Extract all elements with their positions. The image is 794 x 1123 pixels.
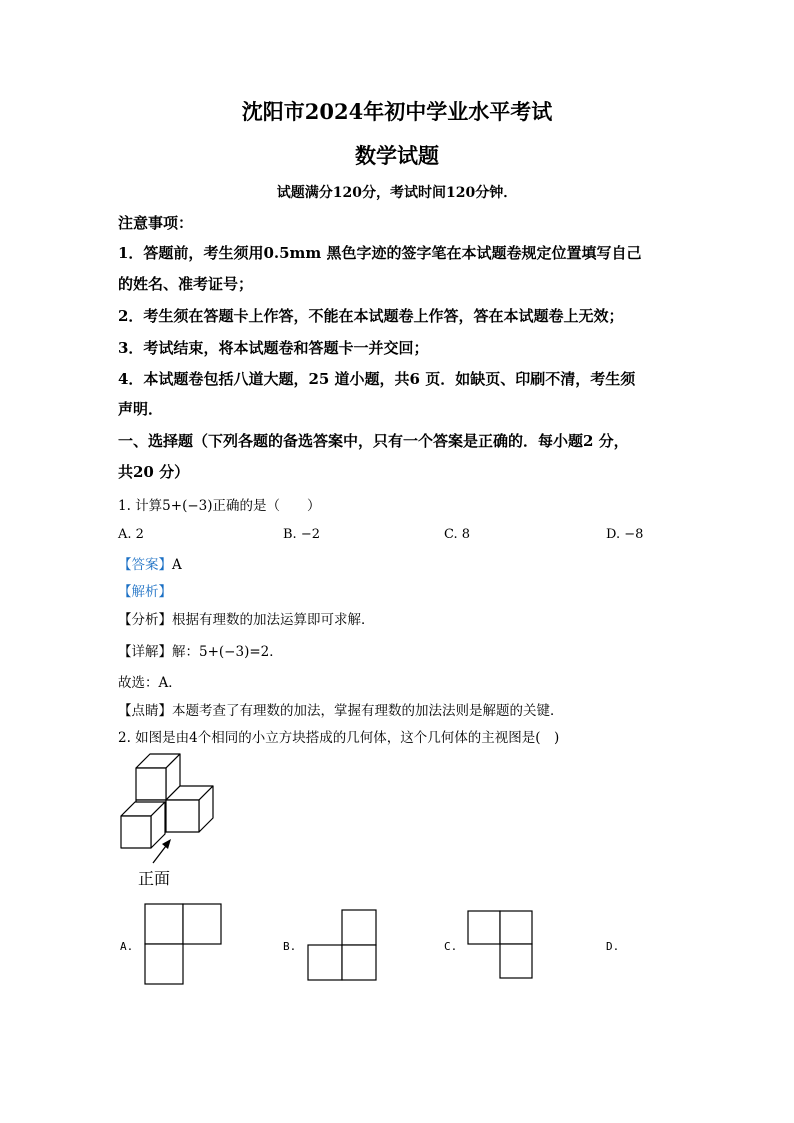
notes-item-2: 2．考生须在答题卡上作答，不能在本试题卷上作答，答在本试题卷上无效；	[118, 307, 624, 325]
section-1-heading-line-2: 共20 分）	[118, 463, 190, 481]
notes-item-1-line-2: 的姓名、准考证号；	[118, 275, 254, 293]
q1-conclusion: 故选：A．	[118, 675, 182, 691]
q1-option-a: A. 2	[118, 527, 144, 542]
notes-heading: 注意事项：	[118, 214, 194, 232]
q1-option-d: D. −8	[606, 527, 644, 542]
q1-stem: 1. 计算5+(−3)正确的是（ ）	[118, 498, 321, 514]
q2-stem: 2. 如图是由4个相同的小立方块搭成的几何体，这个几何体的主视图是( )	[118, 730, 560, 746]
q1-option-c: C. 8	[444, 527, 471, 542]
section-1-heading-line-1: 一、选择题（下列各题的备选答案中，只有一个答案是正确的．每小题2 分，	[118, 432, 629, 450]
q2-option-a-figure	[145, 904, 223, 986]
notes-item-4-line-1: 4．本试题卷包括八道大题，25 道小题，共6 页．如缺页、印刷不清，考生须	[118, 370, 636, 388]
q1-analysis: 【分析】根据有理数的加法运算即可求解．	[118, 612, 375, 628]
notes-item-1-line-1: 1．答题前，考生须用0.5mm 黑色字迹的签字笔在本试题卷规定位置填写自己	[118, 244, 642, 262]
q2-option-c-figure	[468, 911, 534, 981]
answer-tag: 【答案】	[118, 557, 172, 573]
q2-option-b-figure	[308, 910, 378, 982]
arrow-head-icon	[162, 839, 171, 849]
q1-option-b: B. −2	[283, 527, 320, 542]
front-label: 正面	[138, 869, 171, 888]
q1-detail: 【详解】解：5+(−3)=2．	[118, 644, 283, 660]
q1-analysis-tag: 【解析】	[118, 584, 172, 600]
notes-item-4-line-2: 声明．	[118, 400, 164, 418]
exam-title: 沈阳市2024年初中学业水平考试	[241, 99, 553, 124]
q2-option-a-label: A.	[120, 940, 134, 953]
exam-info: 试题满分120分，考试时间120分钟．	[276, 185, 518, 201]
subject-title: 数学试题	[355, 143, 439, 168]
notes-item-3: 3．考试结束，将本试题卷和答题卡一并交回；	[118, 339, 429, 357]
q2-option-c-label: C.	[444, 940, 458, 953]
q1-comment: 【点睛】本题考查了有理数的加法，掌握有理数的加法法则是解题的关键．	[118, 703, 564, 719]
q2-option-d-label: D.	[606, 940, 620, 953]
answer-value: A	[172, 557, 182, 573]
q2-option-b-label: B.	[283, 940, 297, 953]
q1-answer	[118, 553, 182, 573]
